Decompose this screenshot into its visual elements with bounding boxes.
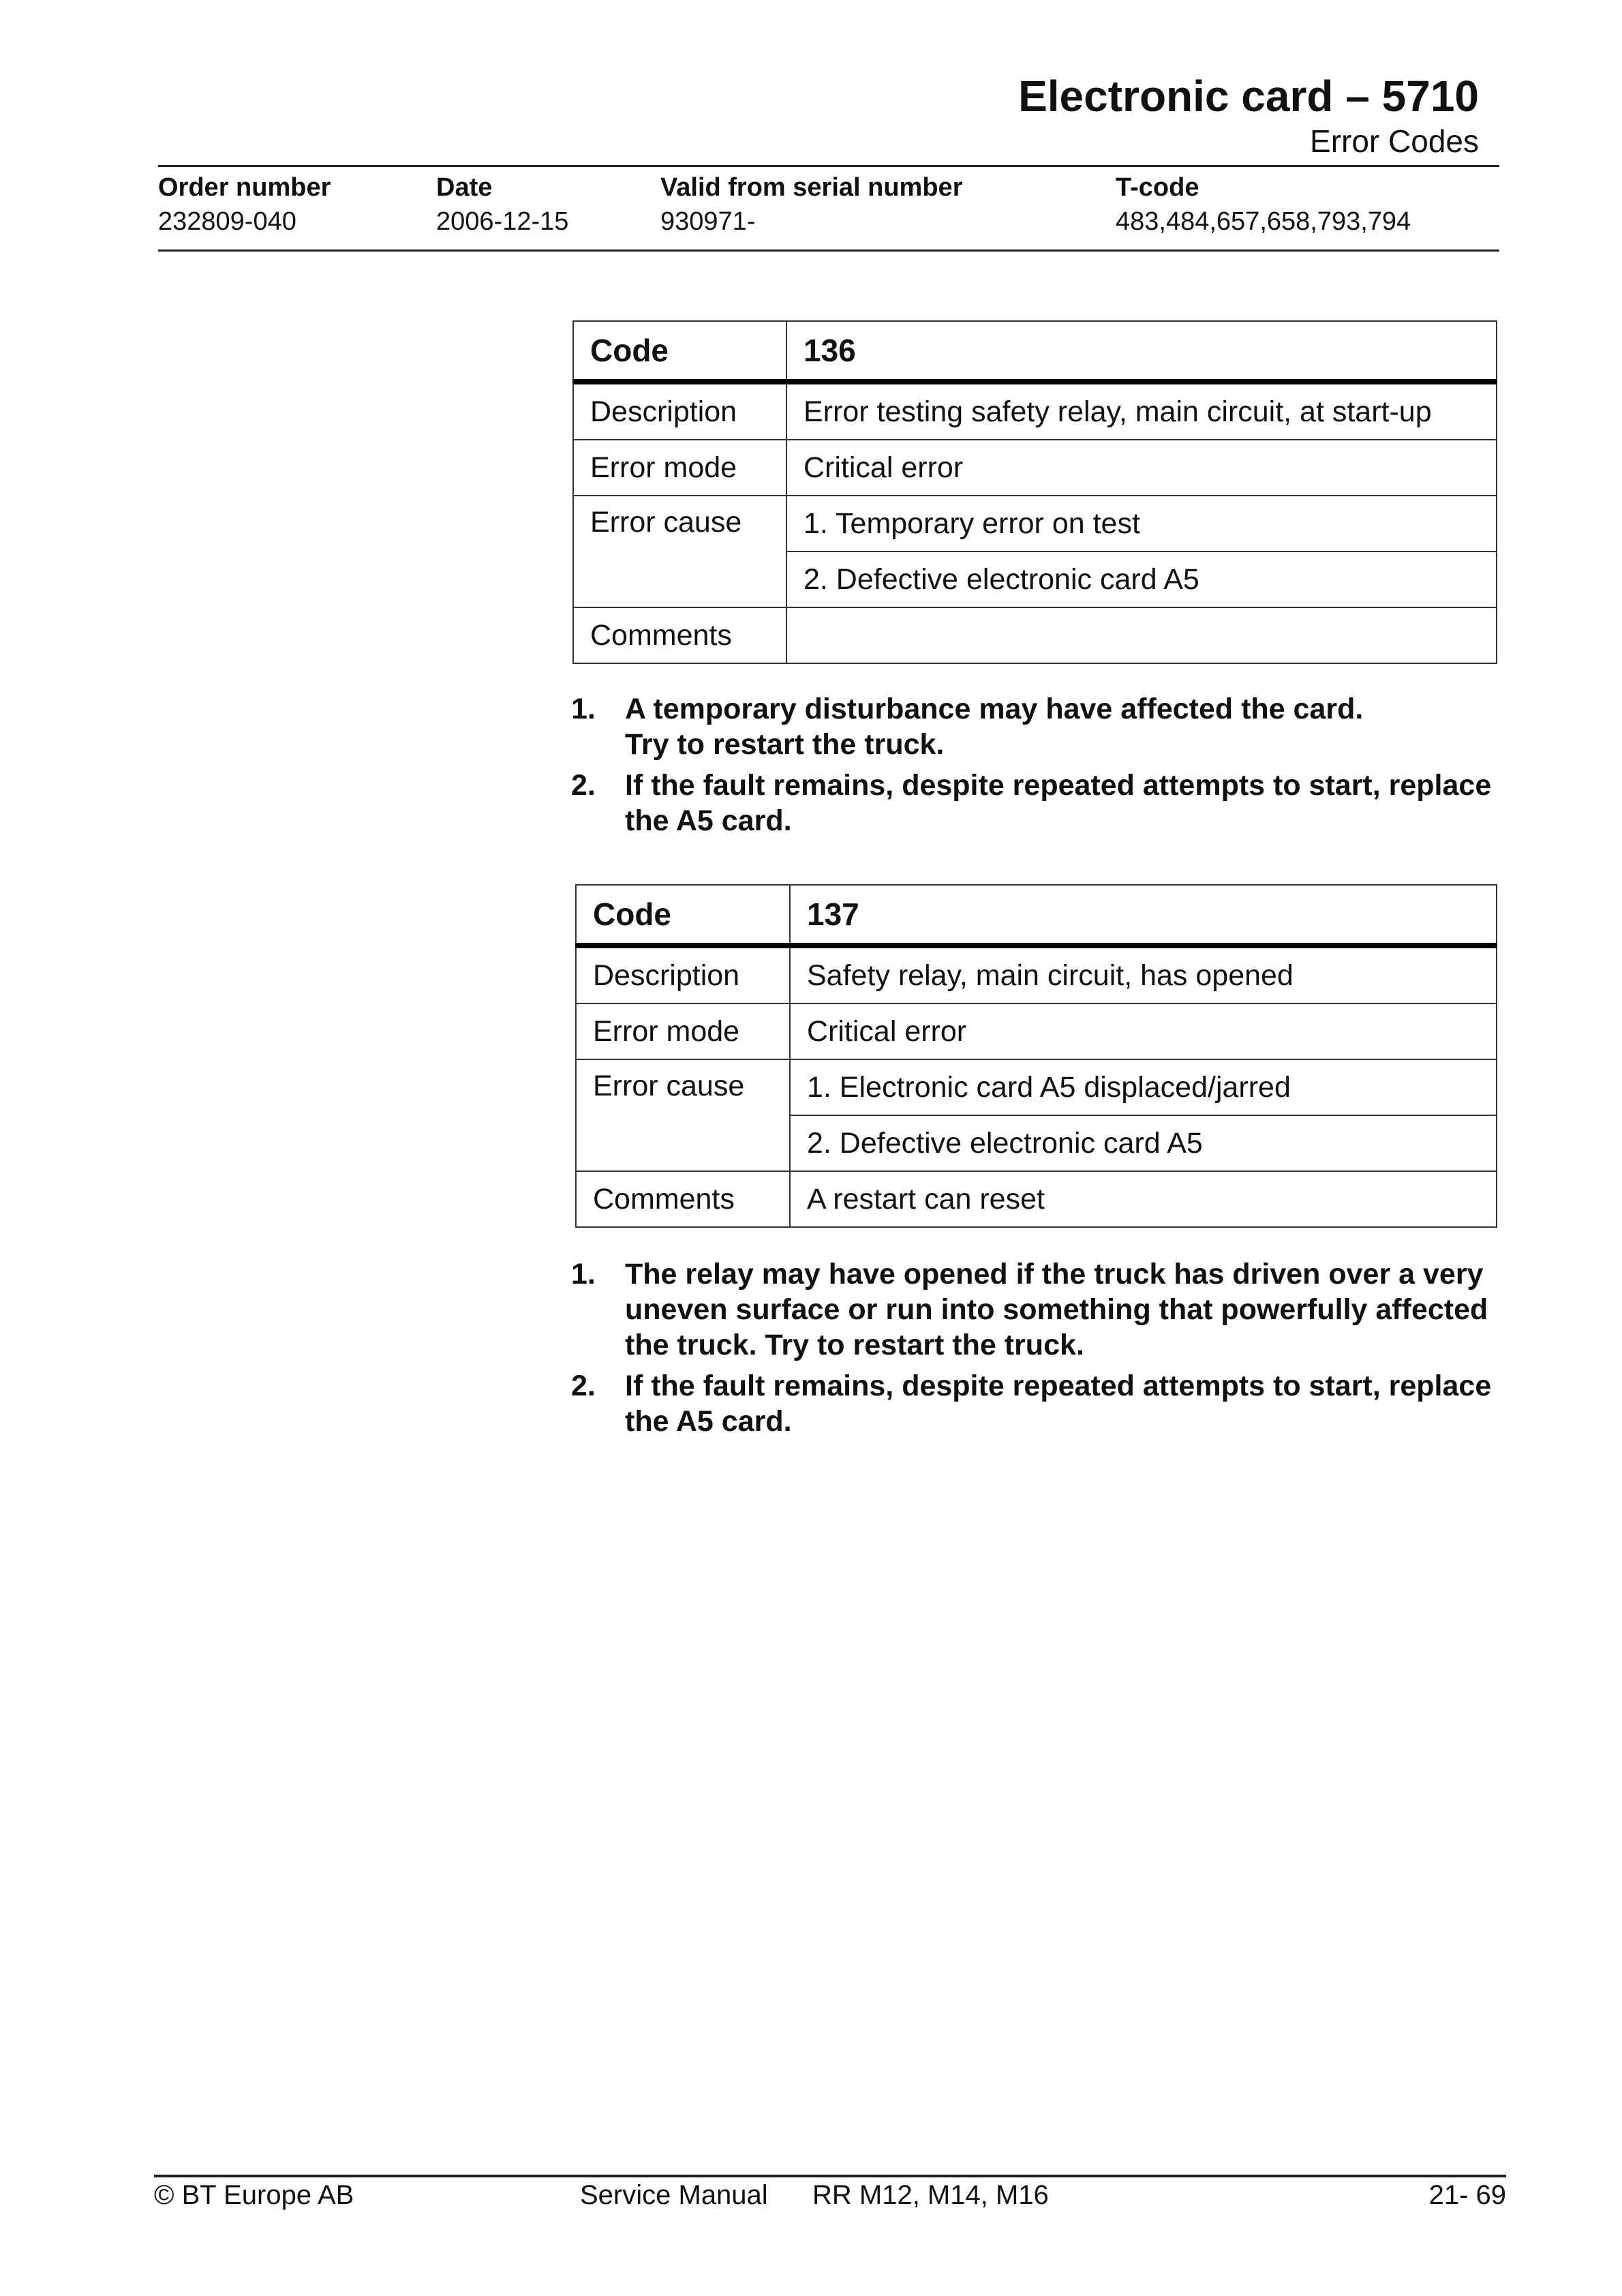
meta-serial: [660, 170, 962, 239]
cause-value: 2. Defective electronic card A5: [790, 1115, 1497, 1171]
table-row: [576, 1171, 1497, 1227]
note-item: [571, 768, 1512, 839]
meta-label: Order number: [158, 173, 331, 202]
note-item: [571, 1256, 1512, 1363]
notes-136: [571, 691, 1512, 844]
note-number: 1.: [571, 1258, 596, 1290]
meta-order-number: [158, 170, 331, 239]
description-label: Description: [576, 946, 790, 1003]
note-number: 2.: [571, 769, 596, 802]
meta-value: 930971-: [660, 207, 756, 236]
footer-divider: [154, 2175, 1506, 2177]
code-value: 136: [786, 321, 1497, 382]
note-number: 2.: [571, 1370, 596, 1402]
table-row: [576, 1059, 1497, 1115]
note-item: [571, 1368, 1512, 1439]
meta-label: T-code: [1116, 173, 1199, 202]
table-row: [573, 607, 1497, 663]
meta-tcode: [1116, 170, 1411, 239]
cause-label: Error cause: [573, 496, 786, 607]
footer-manual: Service Manual: [580, 2180, 768, 2210]
code-label: Code: [573, 321, 786, 382]
meta-date: [436, 170, 568, 239]
note-line: The relay may have opened if the truck has driven over a very: [625, 1258, 1484, 1290]
meta-label: Date: [436, 173, 493, 202]
header-divider: [158, 165, 1499, 167]
description-value: Safety relay, main circuit, has opened: [790, 946, 1497, 1003]
comments-label: Comments: [576, 1171, 790, 1227]
meta-divider: [158, 250, 1499, 252]
cause-value: 1. Electronic card A5 displaced/jarred: [790, 1059, 1497, 1115]
mode-label: Error mode: [573, 440, 786, 496]
table-row: [573, 382, 1497, 440]
table-row: [576, 885, 1497, 946]
note-line: If the fault remains, despite repeated attempts to start, replace: [625, 769, 1492, 802]
table-row: [576, 1003, 1497, 1059]
cause-label: Error cause: [576, 1059, 790, 1171]
description-value: Error testing safety relay, main circuit, at start-up: [786, 382, 1497, 440]
notes-137: [571, 1256, 1512, 1445]
note-line: If the fault remains, despite repeated attempts to start, replace: [625, 1370, 1492, 1402]
meta-label: Valid from serial number: [660, 173, 963, 202]
mode-label: Error mode: [576, 1003, 790, 1059]
table-row: [573, 440, 1497, 496]
footer-models: RR M12, M14, M16: [812, 2180, 1049, 2210]
mode-value: Critical error: [790, 1003, 1497, 1059]
table-row: [573, 321, 1497, 382]
mode-value: Critical error: [786, 440, 1497, 496]
code-value: 137: [790, 885, 1497, 946]
note-number: 1.: [571, 693, 596, 725]
footer-copyright: © BT Europe AB: [154, 2180, 354, 2210]
note-line: the A5 card.: [625, 1405, 792, 1438]
meta-value: 483,484,657,658,793,794: [1116, 207, 1411, 236]
table-row: [576, 946, 1497, 1003]
footer-page-number: 21- 69: [1428, 2180, 1506, 2210]
cause-value: 2. Defective electronic card A5: [786, 552, 1497, 607]
meta-value: 2006-12-15: [436, 207, 569, 236]
note-line: the truck. Try to restart the truck.: [625, 1329, 1084, 1361]
table-row: [573, 496, 1497, 552]
cause-value: 1. Temporary error on test: [786, 496, 1497, 552]
note-item: [571, 691, 1512, 762]
meta-value: 232809-040: [158, 207, 296, 236]
note-line: the A5 card.: [625, 804, 792, 837]
page-title: Electronic card – 5710: [1018, 72, 1479, 121]
error-table-136: [572, 320, 1497, 664]
note-line: uneven surface or run into something that powerfully affected: [625, 1293, 1488, 1326]
error-table-137: [575, 884, 1497, 1228]
comments-value: [786, 607, 1497, 663]
description-label: Description: [573, 382, 786, 440]
comments-label: Comments: [573, 607, 786, 663]
note-line: A temporary disturbance may have affected the card.: [625, 693, 1364, 725]
page-subtitle: Error Codes: [1310, 123, 1479, 159]
code-label: Code: [576, 885, 790, 946]
note-line: Try to restart the truck.: [625, 728, 945, 761]
comments-value: A restart can reset: [790, 1171, 1497, 1227]
